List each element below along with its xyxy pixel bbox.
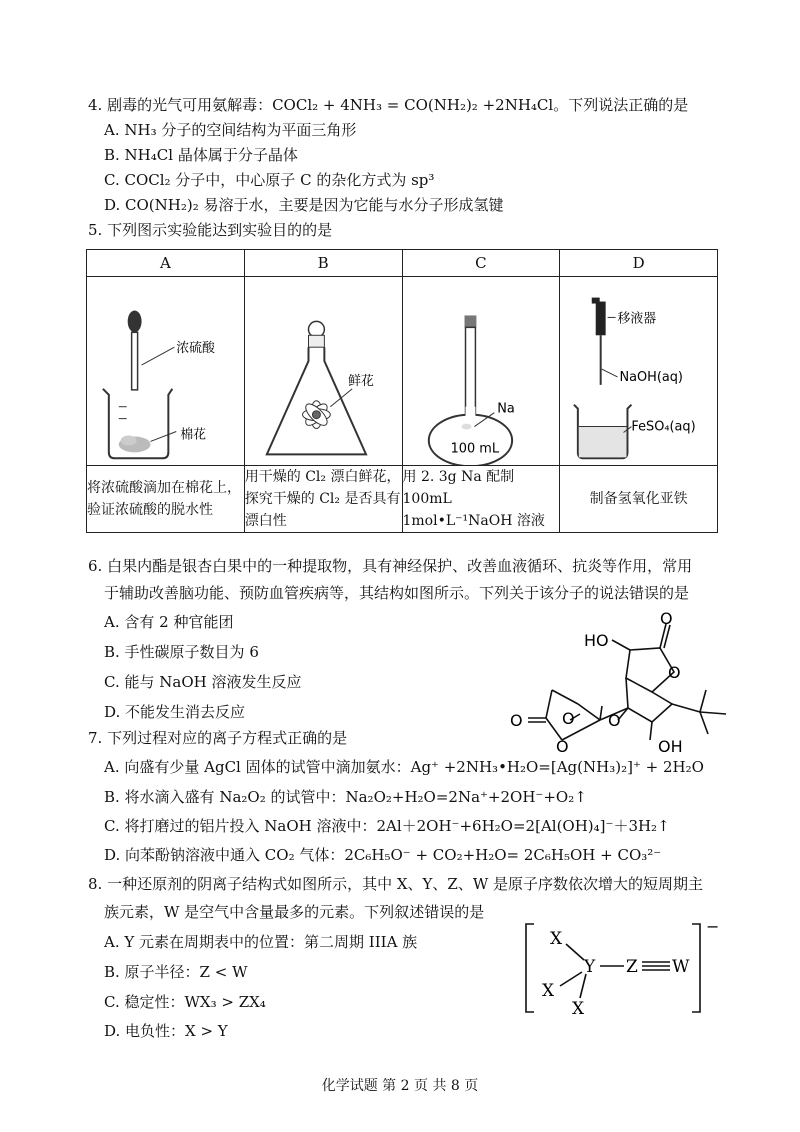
beaker-cotton-illustration — [87, 277, 244, 465]
label-ring-o-mid: O — [608, 711, 621, 730]
label-pipette: 移液器 — [617, 311, 657, 327]
label-x-bottom: X — [572, 999, 585, 1019]
label-ring-o-top: O — [668, 663, 681, 682]
volumetric-flask-illustration — [403, 277, 560, 465]
q8-option-c: C. 稳定性：WX₃ > ZX₄ — [104, 993, 266, 1011]
q8-option-b: B. 原子半径：Z < W — [104, 963, 248, 981]
q7-option-b: B. 将水滴入盛有 Na₂O₂ 的试管中：Na₂O₂+H₂O=2Na⁺+2OH⁻+O₂↑ — [104, 788, 587, 806]
label-ho: HO — [584, 631, 609, 650]
label-na: Na — [496, 401, 515, 417]
label-x-left: X — [542, 981, 555, 1001]
header-d: D — [560, 250, 718, 277]
q7-stem: 7. 下列过程对应的离子方程式正确的是 — [88, 729, 348, 747]
pipette-beaker-illustration — [560, 277, 717, 465]
ginkgolide-structure — [500, 612, 740, 760]
q4-option-a: A. NH₃ 分子的空间结构为平面三角形 — [104, 121, 357, 139]
label-conc-acid: 浓硫酸 — [176, 341, 215, 357]
label-y: Y — [584, 957, 596, 977]
q4-stem: 4. 剧毒的光气可用氨解毒：COCl₂ + 4NH₃ = CO(NH₂)₂ +2NH₄Cl。下列说法正确的是 — [88, 96, 689, 114]
label-volume: 100 mL — [450, 441, 499, 457]
q6-option-b: B. 手性碳原子数目为 6 — [104, 643, 259, 661]
q8-option-d: D. 电负性：X > Y — [104, 1022, 228, 1040]
q6-option-c: C. 能与 NaOH 溶液发生反应 — [104, 673, 302, 691]
label-carbonyl-left: O — [510, 711, 523, 730]
label-feso4: FeSO₄(aq) — [631, 419, 696, 435]
label-w: W — [672, 957, 690, 977]
description-c: 用 2. 3g Na 配制 100mL 1mol•L⁻¹NaOH 溶液 — [402, 466, 560, 533]
experiment-table — [86, 249, 718, 533]
q8-stem-line2: 族元素，W 是空气中含量最多的元素。下列叙述错误的是 — [104, 903, 485, 921]
label-ring-o-bottom: O — [556, 737, 569, 756]
q4-option-b: B. NH₄Cl 晶体属于分子晶体 — [104, 146, 298, 164]
q5-stem: 5. 下列图示实验能达到实验目的的是 — [88, 221, 333, 239]
header-c: C — [402, 250, 560, 277]
figure-c — [402, 277, 560, 466]
q7-option-a: A. 向盛有少量 AgCl 固体的试管中滴加氨水：Ag⁺ +2NH₃•H₂O=[Ag(NH₃)₂]⁺ + 2H₂O — [104, 758, 704, 776]
page-footer: 化学试题 第 2 页 共 8 页 — [321, 1078, 479, 1094]
label-carbonyl-mid: O — [562, 709, 575, 728]
label-charge: − — [706, 918, 720, 936]
label-z: Z — [626, 957, 638, 977]
q6-option-a: A. 含有 2 种官能团 — [104, 613, 234, 631]
label-oh: OH — [658, 737, 683, 756]
header-b: B — [244, 250, 402, 277]
label-x-top: X — [550, 929, 563, 949]
figure-b — [244, 277, 402, 466]
anion-structure — [520, 918, 730, 1030]
header-a: A — [87, 250, 245, 277]
q8-stem-line1: 8. 一种还原剂的阴离子结构式如图所示，其中 X、Y、Z、W 是原子序数依次增大的短周期主 — [88, 875, 704, 893]
q4-option-d: D. CO(NH₂)₂ 易溶于水，主要是因为它能与水分子形成氢键 — [104, 196, 504, 214]
description-b: 用干燥的 Cl₂ 漂白鲜花，探究干燥的 Cl₂ 是否具有漂白性 — [244, 466, 402, 533]
q4-option-c: C. COCl₂ 分子中，中心原子 C 的杂化方式为 sp³ — [104, 171, 435, 189]
label-cotton: 棉花 — [180, 427, 207, 443]
label-flower: 鲜花 — [347, 373, 374, 389]
q7-option-d: D. 向苯酚钠溶液中通入 CO₂ 气体：2C₆H₅O⁻ + CO₂+H₂O= 2C₆H₅OH + CO₃²⁻ — [104, 846, 662, 864]
q6-option-d: D. 不能发生消去反应 — [104, 703, 246, 721]
q7-option-c: C. 将打磨过的铝片投入 NaOH 溶液中：2Al＋2OH⁻+6H₂O=2[Al(OH)₄]⁻＋3H₂↑ — [104, 817, 670, 835]
q6-stem-line2: 于辅助改善脑功能、预防血管疾病等，其结构如图所示。下列关于该分子的说法错误的是 — [104, 584, 690, 602]
flask-flower-illustration — [245, 277, 402, 465]
figure-a — [87, 277, 245, 466]
label-naoh: NaOH(aq) — [619, 369, 684, 385]
q6-stem-line1: 6. 白果内酯是银杏白果中的一种提取物，具有神经保护、改善血液循环、抗炎等作用，常用 — [88, 557, 693, 575]
q8-option-a: A. Y 元素在周期表中的位置：第二周期 IIIA 族 — [104, 933, 418, 951]
label-carbonyl-top: O — [660, 612, 673, 628]
description-a: 将浓硫酸滴加在棉花上，验证浓硫酸的脱水性 — [87, 466, 245, 533]
description-d: 制备氢氧化亚铁 — [560, 466, 718, 533]
figure-d — [560, 277, 718, 466]
